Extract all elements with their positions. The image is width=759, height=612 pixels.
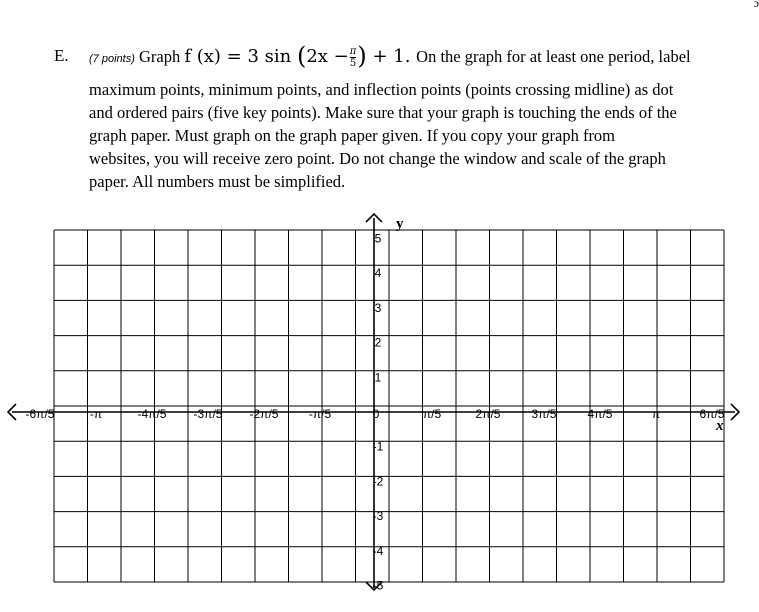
corner-mark: ɔ [753, 0, 759, 10]
x-tick-label: -π/5 [308, 407, 332, 421]
x-tick-label: 4π/5 [587, 407, 613, 421]
equation-lhs: f (x) = 3 sin [184, 46, 292, 67]
pi-over-5-fraction: $\frac{\pi}{5}$ [349, 45, 357, 69]
x-tick-label: π/5 [422, 407, 442, 421]
problem-letter: E. [54, 46, 69, 65]
y-tick-label: 5 [374, 231, 382, 246]
y-tick-label: 3 [374, 300, 382, 315]
y-tick-label: 2 [374, 335, 382, 350]
axes [8, 214, 739, 590]
x-tick-label: 2π/5 [475, 407, 501, 421]
points-label: (7 points) [89, 53, 135, 65]
equation-rhs: + 1. [372, 46, 411, 67]
x-tick-label: -2π/5 [249, 407, 279, 421]
problem-line-6: paper. All numbers must be simplified. [89, 172, 346, 191]
problem-line-3: and ordered pairs (five key points). Make sure that your graph is touching the ends of the [89, 103, 677, 122]
y-axis-label: y [396, 216, 404, 232]
x-tick-label: 0 [372, 407, 380, 421]
problem-line-4: graph paper. Must graph on the graph paper given. If you copy your graph from [89, 126, 616, 145]
x-tick-label: -6π/5 [25, 407, 55, 421]
line1-rest: On the graph for at least one period, label [416, 47, 691, 66]
problem-line-2: maximum points, minimum points, and inflection points (points crossing midline) as dot [89, 80, 674, 99]
grid-lines [54, 230, 724, 582]
problem-line-5: websites, you will receive zero point. Do not change the window and scale of the graph [89, 149, 666, 168]
y-tick-label: 4 [374, 266, 382, 281]
x-tick-label: -3π/5 [193, 407, 223, 421]
x-axis-label: x [716, 418, 724, 434]
x-tick-label: 6π/5 [699, 407, 725, 421]
x-tick-label: -4π/5 [137, 407, 167, 421]
x-tick-label: π [651, 407, 661, 421]
x-tick-label: -π [89, 407, 103, 421]
y-tick-label: -1 [372, 439, 384, 454]
equation: f (x) = 3 sin (2x − $\frac{\pi}{5}$ ) + 1. [184, 42, 411, 70]
y-tick-label: 1 [374, 370, 382, 385]
x-tick-labels [26, 407, 725, 421]
y-tick-label: -3 [372, 509, 384, 524]
graph-word: Graph [138, 47, 181, 66]
y-tick-label: -5 [372, 578, 384, 593]
y-tick-label: -4 [372, 543, 384, 558]
y-tick-label: -2 [372, 474, 384, 489]
equation-inner: 2x − [306, 46, 349, 67]
x-tick-label: 3π/5 [531, 407, 557, 421]
